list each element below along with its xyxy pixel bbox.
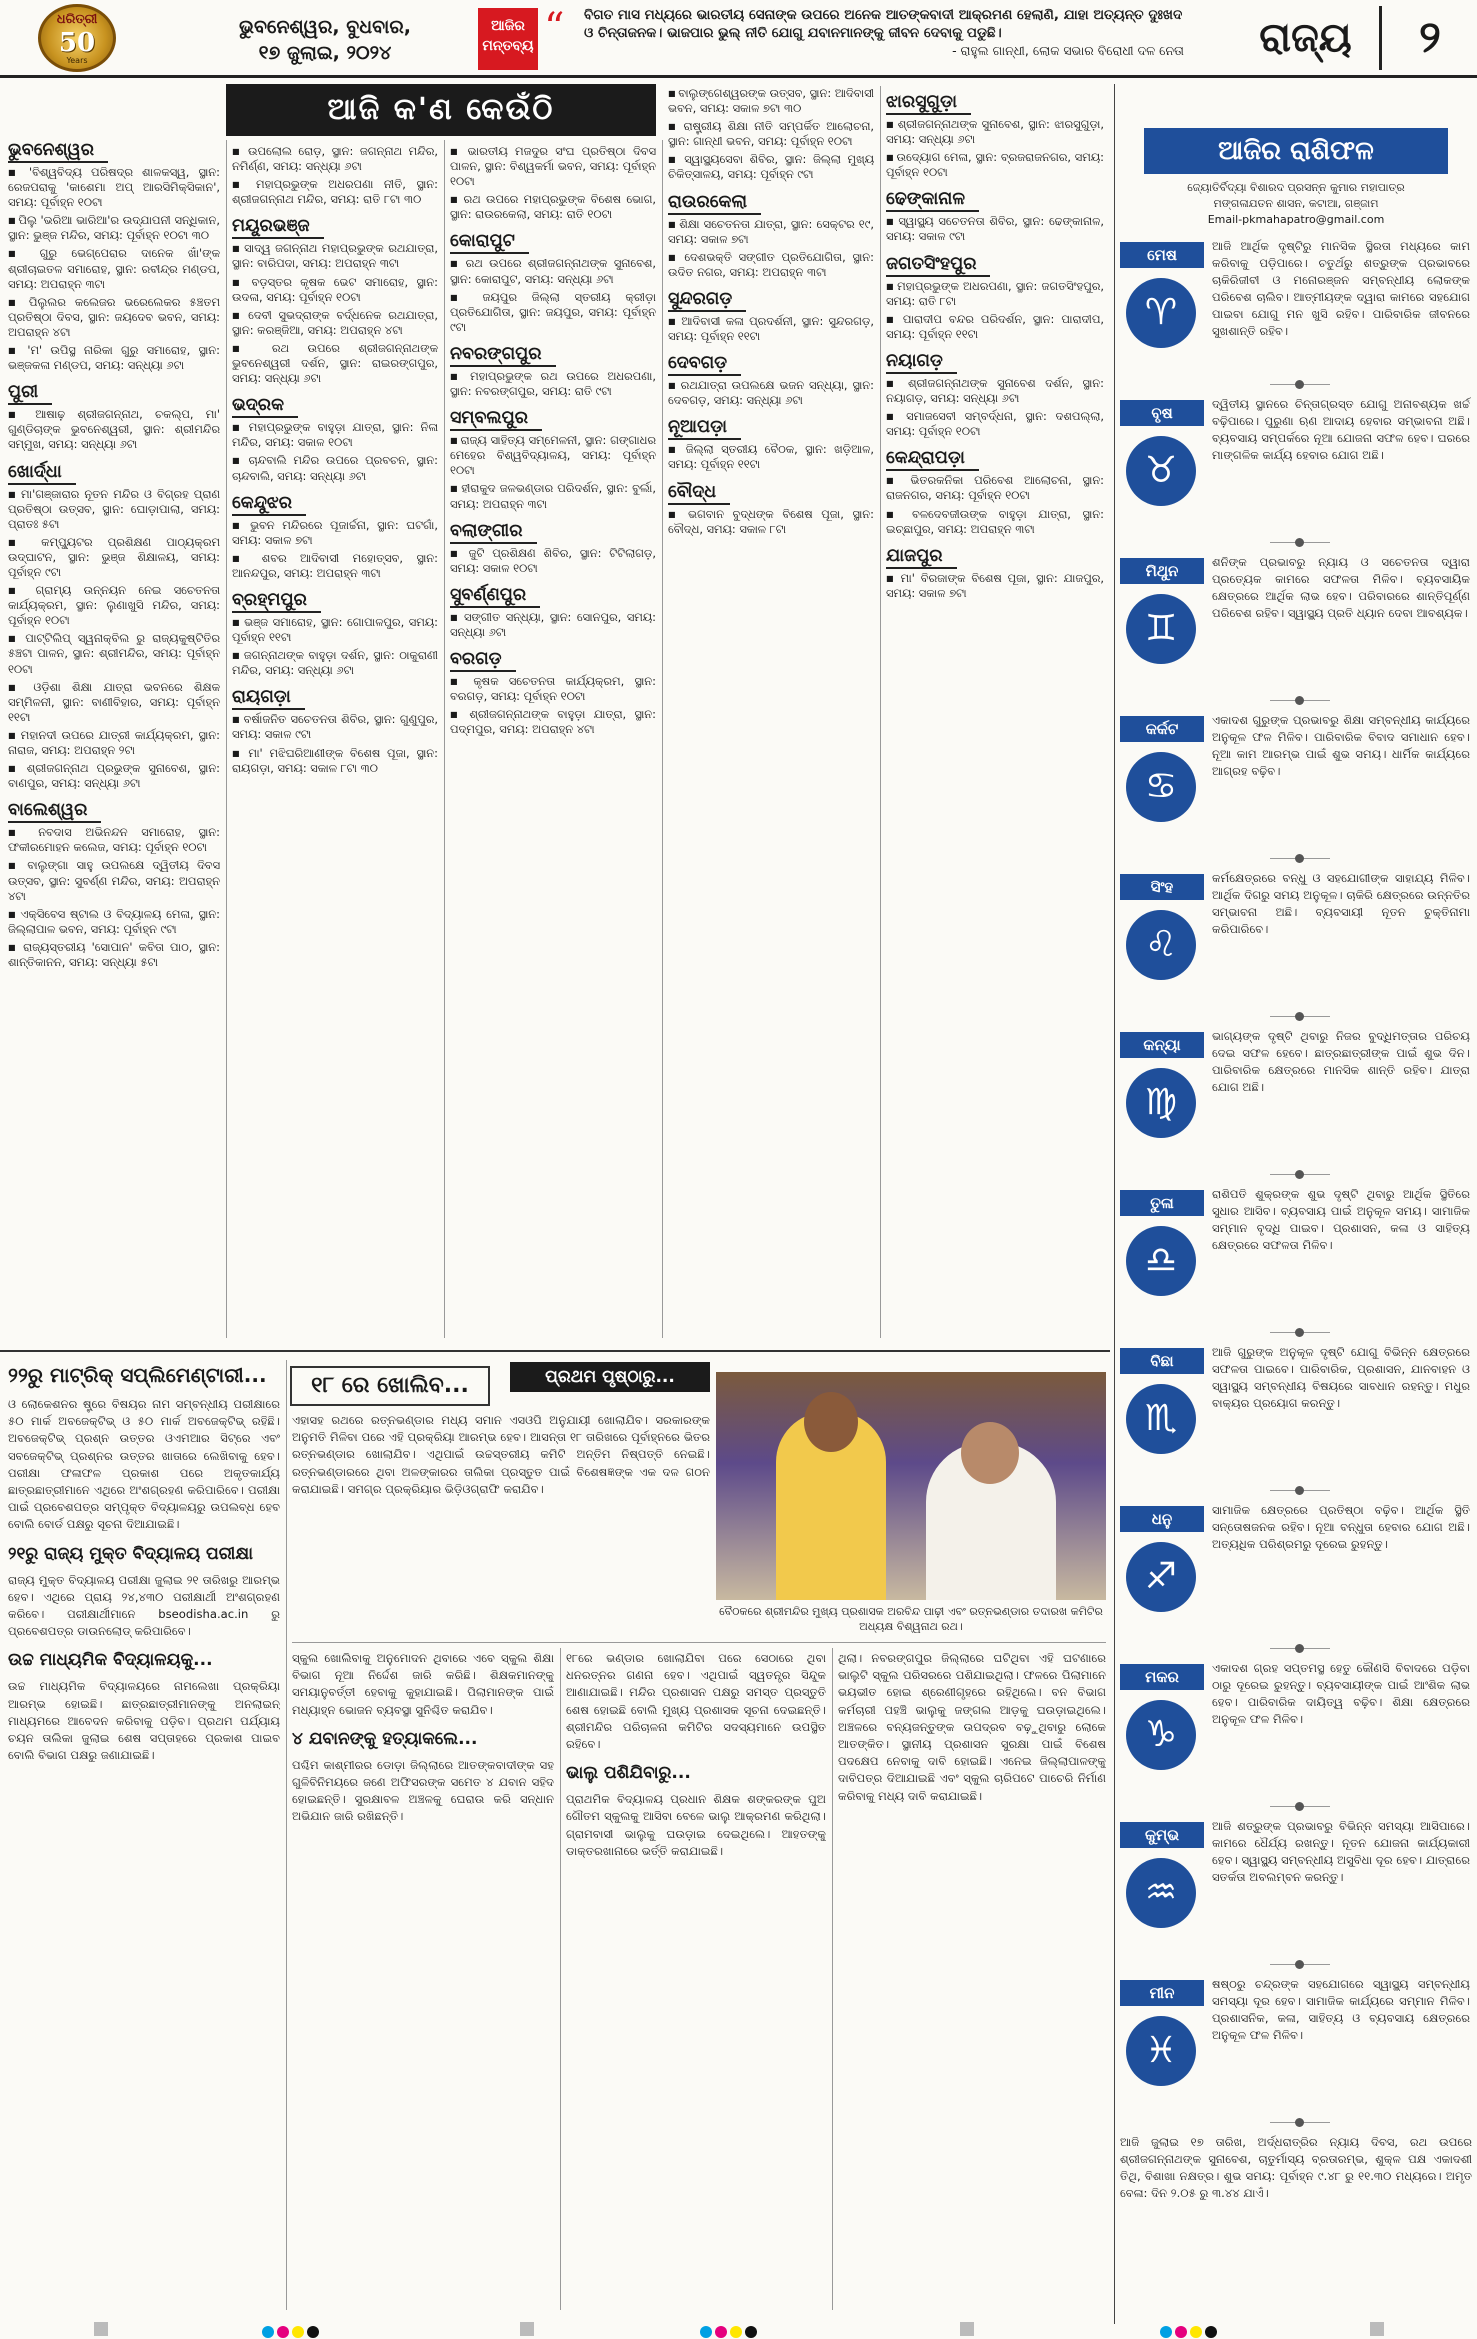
event-entry: ■ ବର୍ଷାଜନିତ ସଚେତନତା ଶିବିର, ସ୍ଥାନ: ଗୁଣୁପୁର, ସମୟ: ସକାଳ ୯ଟା bbox=[232, 712, 438, 742]
horoscope-sign bbox=[1120, 1502, 1472, 1654]
zodiac-icon: ♐ bbox=[1126, 1542, 1196, 1612]
sign-name: କର୍କଟ bbox=[1120, 716, 1204, 742]
sign-separator bbox=[1270, 700, 1330, 708]
event-entry: ■ ଶ୍ରୀଜଗନ୍ନାଥଙ୍କ ସୁନାବେଶ, ସ୍ଥାନ: ଝାରସୁଗୁଡ଼ା, ସମୟ: ସନ୍ଧ୍ୟା ୬ଟା bbox=[886, 117, 1104, 147]
sign-prediction: ସାମାଜିକ କ୍ଷେତ୍ରରେ ପ୍ରତିଷ୍ଠା ବଢ଼ିବ। ଆର୍ଥିକ ସ୍ଥିତି ସନ୍ତୋଷଜନକ ରହିବ। ନୂଆ ବନ୍ଧୁତା ହେବାର ଯୋଗ ଅଛି। ଅତ୍ୟଧିକ ପରିଶ୍ରମରୁ ଦୂରେଇ ରୁହନ୍ତୁ। bbox=[1212, 1503, 1470, 1551]
event-entry: ■ ଗ୍ରାମ୍ୟ ଉନ୍ନୟନ ନେଇ ସଚେତନତା କାର୍ଯ୍ୟକ୍ରମ, ସ୍ଥାନ: ଲୁଣାଖୁସି ମନ୍ଦିର, ସମୟ: ପୂର୍ବାହ୍ନ ୧୦ଟା bbox=[8, 583, 220, 628]
quote-label: ଆଜିର ମନ୍ତବ୍ୟ bbox=[478, 8, 538, 70]
yellow-dot bbox=[292, 2326, 304, 2338]
zodiac-icon: ♍ bbox=[1126, 1068, 1196, 1138]
masthead bbox=[0, 0, 1477, 78]
event-entry: ■ ମହାନଦୀ ଉପରେ ଯାତ୍ରୀ କାର୍ଯ୍ୟକ୍ରମ, ସ୍ଥାନ: ନାରାଜ, ସମୟ: ଅପରାହ୍ନ ୨ଟା bbox=[8, 728, 220, 758]
event-entry: ■ ସମାଜସେବୀ ସମ୍ବର୍ଦ୍ଧନା, ସ୍ଥାନ: ଦଶପଲ୍ଲା, ସମୟ: ପୂର୍ବାହ୍ନ ୧୦ଟା bbox=[886, 409, 1104, 439]
print-registration-bar bbox=[0, 2318, 1477, 2339]
zodiac-icon: ♏ bbox=[1126, 1384, 1196, 1454]
event-entry: ■ ଭିତରକନିକା ପରିବେଶ ଆଲୋଚନା, ସ୍ଥାନ: ରାଜନଗର, ସମୟ: ପୂର୍ବାହ୍ନ ୧୦ଟା bbox=[886, 473, 1104, 503]
page-number: ୨ bbox=[1419, 12, 1441, 63]
district-heading: ମୟୂରଭଞ୍ଜ bbox=[232, 215, 324, 239]
district-heading: ବ୍ରହ୍ମପୁର bbox=[232, 589, 321, 613]
ratna-bhandar-headline: ୧୮ ରେ ଖୋଲିବ... bbox=[290, 1366, 490, 1406]
horoscope-section bbox=[1120, 120, 1472, 2320]
event-entry: ■ ଓଡ଼ିଶା ଶିକ୍ଷା ଯାତ୍ରା ଭବନରେ ଶିକ୍ଷକ ସମ୍ମିଳନୀ, ସ୍ଥାନ: ବାଣୀବିହାର, ସମୟ: ପୂର୍ବାହ୍ନ ୧୧ଟା bbox=[8, 680, 220, 725]
story-body: ପଶ୍ଚିମ କାଶ୍ମୀରର ଡୋଡ଼ା ଜିଲ୍ଲାରେ ଆତଙ୍କବାଦୀଙ୍କ ସହ ଗୁଳିବିନିମୟରେ ଜଣେ ଅଫିସରଙ୍କ ସମେତ ୪ ଯବାନ ସହିଦ ହୋଇଛନ୍ତି। ସୁରକ୍ଷାବଳ ଅଞ୍ଚଳକୁ ଘେରାଉ କରି ସନ୍ଧାନ ଅଭିଯାନ ଜାରି ରଖିଛନ୍ତି। bbox=[292, 1757, 554, 1824]
district-heading: ବୌଦ୍ଧ bbox=[668, 481, 730, 505]
event-entry: ■ ବାଲୁଙ୍ଗା ସାହୁ ଉପଲକ୍ଷେ ଦ୍ୱିତୀୟ ଦିବସ ଉତ୍ସବ, ସ୍ଥାନ: ସୁବର୍ଣ୍ଣ ମନ୍ଦିର, ସମୟ: ଅପରାହ୍ନ ୪ଟା bbox=[8, 858, 220, 903]
registration-mark bbox=[960, 2322, 974, 2336]
event-entry: ■ ଭଗବାନ ବୁଦ୍ଧଙ୍କ ବିଶେଷ ପୂଜା, ସ୍ଥାନ: ବୌଦ୍ଧ, ସମୟ: ସକାଳ ୮ଟା bbox=[668, 507, 874, 537]
event-entry: ■ ନବଦାସ ଅଭିନନ୍ଦନ ସମାରୋହ, ସ୍ଥାନ: ଫକୀରମୋହନ କଲେଜ, ସମୟ: ପୂର୍ବାହ୍ନ ୧୦ଟା bbox=[8, 825, 220, 855]
events-column-4 bbox=[668, 86, 874, 540]
sign-name: ତୁଳା bbox=[1120, 1190, 1204, 1216]
event-entry: ■ ମହାପ୍ରଭୁଙ୍କ ଅଧରପଣା, ସ୍ଥାନ: ଜଗତସିଂହପୁର, ସମୟ: ରାତି ୮ଟା bbox=[886, 279, 1104, 309]
sign-name: ମିଥୁନ bbox=[1120, 558, 1204, 584]
events-column-1 bbox=[8, 134, 220, 973]
horoscope-title: ଆଜିର ରାଶିଫଳ bbox=[1144, 128, 1448, 174]
zodiac-icon: ♊ bbox=[1126, 594, 1196, 664]
story-body: ଏହାସହ ରଥରେ ରତ୍ନଭଣ୍ଡାର ମଧ୍ୟ ସମାନ ଏସଓପି ଅନୁଯାୟୀ ଖୋଲାଯିବ। ସରକାରଙ୍କ ଅନୁମତି ମିଳିବା ପରେ ଏହି ପ୍ରକ୍ରିୟା ଆରମ୍ଭ ହେବ। ଆସନ୍ତା ୧୮ ତାରିଖରେ ପୂର୍ବାହ୍ନରେ ଭିତର ରତ୍ନଭଣ୍ଡାର ଖୋଲାଯିବ। ଏଥିପାଇଁ ଉଚ୍ଚସ୍ତରୀୟ କମିଟି ଅନ୍ତିମ ନିଷ୍ପତ୍ତି ନେଇଛି। ରତ୍ନଭଣ୍ଡାରରେ ଥିବା ଅଳଙ୍କାରର ତାଲିକା ପ୍ରସ୍ତୁତ ପାଇଁ ବିଶେଷଜ୍ଞଙ୍କ ଏକ ଦଳ ଗଠନ କରାଯାଇଛି। ସମଗ୍ର ପ୍ରକ୍ରିୟାର ଭିଡ଼ିଓଗ୍ରାଫି କରାଯିବ। bbox=[292, 1413, 710, 1496]
column-divider bbox=[226, 140, 227, 1338]
district-heading: ନୟାଗଡ଼ bbox=[886, 350, 957, 374]
district-heading: ସୁନ୍ଦରଗଡ଼ bbox=[668, 288, 746, 312]
story-subheading: ୨୧ରୁ ରାଜ୍ୟ ମୁକ୍ତ ବିଦ୍ୟାଳୟ ପରୀକ୍ଷା bbox=[8, 1543, 253, 1564]
zodiac-icon: ♉ bbox=[1126, 436, 1196, 506]
event-entry: ■ ରାଜ୍ୟ ସାହିତ୍ୟ ସମ୍ମେଳନୀ, ସ୍ଥାନ: ଗଙ୍ଗାଧର ମେହେର ବିଶ୍ୱବିଦ୍ୟାଳୟ, ସମୟ: ପୂର୍ବାହ୍ନ ୧୦ଟା bbox=[450, 433, 656, 478]
registration-mark bbox=[94, 2322, 108, 2336]
district-heading: ଜଗତସିଂହପୁର bbox=[886, 253, 990, 277]
events-title: ଆଜି କ'ଣ କେଉଁଠି bbox=[226, 84, 656, 136]
sign-prediction: ଷଷ୍ଠରୁ ଚନ୍ଦ୍ରଙ୍କ ସହଯୋଗରେ ସ୍ୱାସ୍ଥ୍ୟ ସମ୍ବନ୍ଧୀୟ ସମସ୍ୟା ଦୂର ହେବ। ସାମାଜିକ କାର୍ଯ୍ୟରେ ସମ୍ମାନ ମିଳିବ। ପ୍ରଶାସନିକ, କଳା, ସାହିତ୍ୟ ଓ ବ୍ୟବସାୟ କ୍ଷେତ୍ରରେ ଅନୁକୂଳ ଫଳ ମିଳିବ। bbox=[1212, 1977, 1470, 2042]
cyan-dot bbox=[1160, 2326, 1172, 2338]
event-entry: ■ ଶ୍ରୀଜଗନ୍ନାଥ ପ୍ରଭୁଙ୍କ ସୁନାବେଶ, ସ୍ଥାନ: ବାଣପୁର, ସମୟ: ସନ୍ଧ୍ୟା ୬ଟା bbox=[8, 761, 220, 791]
event-entry: ■ ରାଷ୍ଟ୍ରୀୟ ଶିକ୍ଷା ନୀତି ସମ୍ପର୍କିତ ଆଲୋଚନା, ସ୍ଥାନ: ଗାନ୍ଧୀ ଭବନ, ସମୟ: ପୂର୍ବାହ୍ନ ୧୦ଟା bbox=[668, 119, 874, 149]
district-heading: କେନ୍ଦୁଝର bbox=[232, 492, 306, 516]
event-entry: ■ ପିଲୁ 'ଭରିଆ ଭାରିଆ'ର ଉଦ୍‌ଯାପନୀ ସନ୍ଧିକାନ, ସ୍ଥାନ: ଭୁଞ୍ଜ ମନ୍ଦିର, ସମୟ: ପୂର୍ବାହ୍ନ ୧୦ଟା ୩୦ bbox=[8, 213, 220, 243]
dateline-date: ୧୭ ଜୁଲାଇ, ୨୦୨୪ bbox=[258, 42, 392, 64]
color-registration-dots bbox=[1160, 2323, 1220, 2335]
district-heading: କୋରାପୁଟ bbox=[450, 230, 529, 254]
black-dot bbox=[1205, 2326, 1217, 2338]
section-rule bbox=[292, 1642, 1106, 1643]
sign-separator bbox=[1270, 542, 1330, 550]
horoscope-email: Email-pkmahapatro@gmail.com bbox=[1207, 213, 1385, 226]
rashiphala-divider bbox=[1114, 84, 1115, 2324]
magenta-dot bbox=[1175, 2326, 1187, 2338]
sign-name: ମକର bbox=[1120, 1664, 1204, 1690]
newspaper-logo bbox=[8, 4, 178, 72]
quote-attribution: - ରାହୁଲ ଗାନ୍ଧୀ, ଲୋକ ସଭାର ବିରୋଧୀ ଦଳ ନେତା bbox=[952, 43, 1184, 58]
district-heading: ଭୁବନେଶ୍ୱର bbox=[8, 139, 108, 163]
events-column-5 bbox=[886, 86, 1104, 604]
event-entry: ■ ରଥଯାତ୍ରା ଉପଲକ୍ଷେ ଭଜନ ସନ୍ଧ୍ୟା, ସ୍ଥାନ: ଦେବଗଡ଼, ସମୟ: ସନ୍ଧ୍ୟା ୬ଟା bbox=[668, 378, 874, 408]
sign-name: ସିଂହ bbox=[1120, 874, 1204, 900]
sign-separator bbox=[1270, 1964, 1330, 1972]
event-entry: ■ ବାଲୁଙ୍ଗେଶ୍ୱରଙ୍କ ଉତ୍ସବ, ସ୍ଥାନ: ଆଦିବାସୀ ଭବନ, ସମୟ: ସକାଳ ୭ଟା ୩୦ bbox=[668, 86, 874, 116]
zodiac-icon: ♒ bbox=[1126, 1858, 1196, 1928]
sign-separator bbox=[1270, 1016, 1330, 1024]
event-entry: ■ ଶିକ୍ଷା ସଚେତନତା ଯାତ୍ରା, ସ୍ଥାନ: ସେକ୍ଟର ୧୯, ସମୟ: ସକାଳ ୭ଟା bbox=[668, 217, 874, 247]
black-dot bbox=[745, 2326, 757, 2338]
section-rule bbox=[0, 1350, 1110, 1352]
events-section bbox=[0, 84, 1110, 1346]
sign-separator bbox=[1270, 384, 1330, 392]
sign-name: ଧନୁ bbox=[1120, 1506, 1204, 1532]
column-divider bbox=[832, 1648, 833, 2310]
yellow-dot bbox=[1190, 2326, 1202, 2338]
sign-separator bbox=[1270, 1332, 1330, 1340]
event-entry: ■ ଭୁବନ ମନ୍ଦିରରେ ପୂଜାର୍ଚ୍ଚନା, ସ୍ଥାନ: ଘଟଗାଁ, ସମୟ: ସକାଳ ୭ଟା bbox=[232, 518, 438, 548]
event-entry: ■ ଉପଲୋଲ ରୋଡ଼, ସ୍ଥାନ: ଜଗନ୍ନାଥ ମନ୍ଦିର, ନମିର୍ଣ୍ଣ, ସମୟ: ସନ୍ଧ୍ୟା ୬ଟା bbox=[232, 144, 438, 174]
sign-separator bbox=[1270, 1806, 1330, 1814]
zodiac-icon: ♑ bbox=[1126, 1700, 1196, 1770]
black-dot bbox=[307, 2326, 319, 2338]
event-entry: ■ ବଳଦେବଜୀଉଙ୍କ ବାହୁଡ଼ା ଯାତ୍ରା, ସ୍ଥାନ: ଇଚ୍ଛାପୁର, ସମୟ: ଅପରାହ୍ନ ୩ଟା bbox=[886, 507, 1104, 537]
sign-name: ମେଷ bbox=[1120, 242, 1204, 268]
sign-prediction: ଏକାଦଶ ଗ୍ରହ ସପ୍ତମସ୍ଥ ହେତୁ କୌଣସି ବିବାଦରେ ପଡ଼ିବା ଠାରୁ ଦୂରେଇ ରୁହନ୍ତୁ। ବ୍ୟବସାୟୀଙ୍କ ପାଇଁ ଆଂଶିକ ଲାଭ ହେବ। ପାରିବାରିକ ଦାୟିତ୍ୱ ବଢ଼ିବ। ଶିକ୍ଷା କ୍ଷେତ୍ରରେ ଅନୁକୂଳ ଫଳ ମିଳିବ। bbox=[1212, 1661, 1470, 1726]
sign-prediction: ଏକାଦଶ ଗୁରୁଙ୍କ ପ୍ରଭାବରୁ ଶିକ୍ଷା ସମ୍ବନ୍ଧୀୟ କାର୍ଯ୍ୟରେ ଅନୁକୂଳ ଫଳ ମିଳିବ। ପାରିବାରିକ ବିବାଦ ସମାଧାନ ହେବ। ନୂଆ କାମ ଆରମ୍ଭ ପାଇଁ ଶୁଭ ସମୟ। ଧାର୍ମିକ କାର୍ଯ୍ୟରେ ଆଗ୍ରହ ବଢ଼ିବ। bbox=[1212, 713, 1470, 778]
story-subheading: ଭାଲୁ ପଶିଯିବାରୁ... bbox=[566, 1763, 691, 1784]
district-heading: କେନ୍ଦ୍ରାପଡ଼ା bbox=[886, 447, 979, 471]
horoscope-sign bbox=[1120, 1344, 1472, 1496]
event-entry: ■ ମହାପ୍ରଭୁଙ୍କ ବାହୁଡ଼ା ଯାତ୍ରା, ସ୍ଥାନ: ନିଳା ମନ୍ଦିର, ସମୟ: ସକାଳ ୧୦ଟା bbox=[232, 420, 438, 450]
horoscope-sign bbox=[1120, 1660, 1472, 1812]
event-entry: ■ ସଙ୍ଗୀତ ସନ୍ଧ୍ୟା, ସ୍ଥାନ: ସୋନପୁର, ସମୟ: ସନ୍ଧ୍ୟା ୬ଟା bbox=[450, 610, 656, 640]
sign-prediction: ଶନିଙ୍କ ପ୍ରଭାବରୁ ନ୍ୟାୟ ଓ ସଚେତନତା ଦ୍ୱାରା ପ୍ରତ୍ୟେକ କାମରେ ସଫଳତା ମିଳିବ। ବ୍ୟବସାୟିକ କ୍ଷେତ୍ରରେ ଆର୍ଥିକ ଲାଭ ହେବ। ପରିବାରରେ ଶାନ୍ତିପୂର୍ଣ୍ଣ ପରିବେଶ ରହିବ। ସ୍ୱାସ୍ଥ୍ୟ ପ୍ରତି ଧ୍ୟାନ ଦେବା ଆବଶ୍ୟକ। bbox=[1212, 555, 1470, 620]
district-heading: ନୂଆପଡ଼ା bbox=[668, 416, 741, 440]
story-subheading: ୪ ଯବାନଙ୍କୁ ହତ୍ୟାକଲେ... bbox=[292, 1728, 478, 1749]
district-heading: ଢେଙ୍କାନାଳ bbox=[886, 188, 979, 212]
district-heading: ରାଉରକେଲା bbox=[668, 191, 761, 215]
zodiac-icon: ♋ bbox=[1126, 752, 1196, 822]
event-entry: ■ ପାଟ୍ଟିଲିପ୍ ସ୍ୱନାକ୍‌ବିଲ ରୁ ରାଜ୍ୟକୁଷ୍ଟିତିର ୫ଞ୍ଚଟା ପାଳନ, ସ୍ଥାନ: ଶ୍ରୀମନ୍ଦିର, ସମୟ: ପୂର୍ବାହ୍ନ ୧୦ଟା bbox=[8, 631, 220, 676]
district-heading: ବାଲେଶ୍ୱର bbox=[8, 799, 101, 823]
event-entry: ■ ଭଞ୍ଜ ସମାରୋହ, ସ୍ଥାନ: ଗୋପାଳପୁର, ସମୟ: ପୂର୍ବାହ୍ନ ୧୧ଟା bbox=[232, 615, 438, 645]
story-subheading: ଉଚ୍ଚ ମାଧ୍ୟମିକ ବିଦ୍ୟାଳୟକୁ... bbox=[8, 1650, 213, 1671]
sign-separator bbox=[1270, 1174, 1330, 1182]
event-entry: ■ ଜିଲ୍ଲା ସ୍ତରୀୟ ବୈଠକ, ସ୍ଥାନ: ଖଡ଼ିଆଳ, ସମୟ: ପୂର୍ବାହ୍ନ ୧୧ଟା bbox=[668, 442, 874, 472]
quote-of-the-day bbox=[584, 6, 1184, 60]
zodiac-icon: ♌ bbox=[1126, 910, 1196, 980]
sign-name: ବିଛା bbox=[1120, 1348, 1204, 1374]
sign-prediction: ରାଶିପତି ଶୁକ୍ରଙ୍କ ଶୁଭ ଦୃଷ୍ଟି ଥିବାରୁ ଆର୍ଥିକ ସ୍ଥିତିରେ ସୁଧାର ଆସିବ। ବ୍ୟବସାୟ ପାଇଁ ଅନୁକୂଳ ସମୟ। ସାମାଜିକ ସମ୍ମାନ ବୃଦ୍ଧି ପାଇବ। ପ୍ରଶାସନ, କଳା ଓ ସାହିତ୍ୟ କ୍ଷେତ୍ରରେ ସଫଳତା ମିଳିବ। bbox=[1212, 1187, 1470, 1252]
sign-name: ବୃଷ bbox=[1120, 400, 1204, 426]
sign-name: କୁମ୍ଭ bbox=[1120, 1822, 1204, 1848]
event-entry: ■ ମହାପ୍ରଭୁଙ୍କ ଅଧରପଣା ନୀତି, ସ୍ଥାନ: ଶ୍ରୀଜଗନ୍ନାଥ ମନ୍ଦିର, ସମୟ: ରାତି ୮ଟା ୩୦ bbox=[232, 177, 438, 207]
horoscope-sign bbox=[1120, 1976, 1472, 2128]
zodiac-icon: ♈ bbox=[1126, 278, 1196, 348]
sign-prediction: ଆଜି ଶତ୍ରୁଙ୍କ ପ୍ରଭାବରୁ ବିଭିନ୍ନ ସମସ୍ୟା ଆସିପାରେ। କାମରେ ଧୈର୍ଯ୍ୟ ରଖନ୍ତୁ। ନୂତନ ଯୋଜନା କାର୍ଯ୍ୟକାରୀ ହେବ। ସ୍ୱାସ୍ଥ୍ୟ ସମ୍ବନ୍ଧୀୟ ଅସୁବିଧା ଦୂର ହେବ। ଯାତ୍ରାରେ ସତର୍କତା ଅବଲମ୍ବନ କରନ୍ତୁ। bbox=[1212, 1819, 1470, 1884]
registration-mark bbox=[520, 2322, 534, 2336]
event-entry: ■ ମା'ଗଞ୍ଜାରାର ନୂତନ ମନ୍ଦିର ଓ ବିଗ୍ରହ ପ୍ରାଣ ପ୍ରତିଷ୍ଠା ଉତ୍ସବ, ସ୍ଥାନ: ଘୋଡ଼ାପାଲା, ସମୟ: ପ୍ରାତଃ ୫ଟା bbox=[8, 487, 220, 532]
event-entry: ■ ଚାନ୍ଦବାଲି ମନ୍ଦିର ଉପରେ ପ୍ରବଚନ, ସ୍ଥାନ: ଚାନ୍ଦବାଲି, ସମୟ: ସନ୍ଧ୍ୟା ୬ଟା bbox=[232, 453, 438, 483]
sign-prediction: ଆଜି ଗୁରୁଙ୍କ ଅନୁକୂଳ ଦୃଷ୍ଟି ଯୋଗୁ ବିଭିନ୍ନ କ୍ଷେତ୍ରରେ ସଫଳତା ପାଇବେ। ପାରିବାରିକ, ପ୍ରଶାସନ, ଯାନବାହନ ଓ ସ୍ୱାସ୍ଥ୍ୟ ସମ୍ବନ୍ଧୀୟ ବିଷୟରେ ସାବଧାନ ରହନ୍ତୁ। ମଧୁର ବାକ୍ୟର ପ୍ରୟୋଗ କରନ୍ତୁ। bbox=[1212, 1345, 1470, 1410]
logo-anniversary-number: 50 bbox=[58, 28, 96, 58]
horoscope-address: ମଙ୍ଗଳାଯତନ ଶାସନ, କଟାଆ, ଗଞ୍ଜାମ bbox=[1213, 197, 1379, 210]
horoscope-sign bbox=[1120, 396, 1472, 548]
horoscope-sign bbox=[1120, 1186, 1472, 1338]
event-entry: ■ ପାରାଦୀପ ବନ୍ଦର ପରିଦର୍ଶନ, ସ୍ଥାନ: ପାରାଦୀପ, ସମୟ: ପୂର୍ବାହ୍ନ ୧୧ଟା bbox=[886, 312, 1104, 342]
event-entry: ■ ସାଦ୍ୱ ଜଗନ୍ନାଥ ମହାପ୍ରଭୁଙ୍କ ରଥଯାତ୍ରା, ସ୍ଥାନ: ବାରିପଦା, ସମୟ: ଅପରାହ୍ନ ୩ଟା bbox=[232, 241, 438, 271]
continued-from-front-page-banner: ପ୍ରଥମ ପୃଷ୍ଠାରୁ... bbox=[510, 1362, 710, 1392]
event-entry: ■ ସ୍ୱାସ୍ଥ୍ୟସେବା ଶିବିର, ସ୍ଥାନ: ଜିଲ୍ଲା ମୁଖ୍ୟ ଚିକିତ୍ସାଳୟ, ସମୟ: ପୂର୍ବାହ୍ନ ୯ଟା bbox=[668, 152, 874, 182]
horoscope-sign bbox=[1120, 1818, 1472, 1970]
story-body: ଉଚ୍ଚ ମାଧ୍ୟମିକ ବିଦ୍ୟାଳୟରେ ନାମଲେଖା ପ୍ରକ୍ରିୟା ଆରମ୍ଭ ହୋଇଛି। ଛାତ୍ରଛାତ୍ରୀମାନଙ୍କୁ ଅନଲାଇନ୍ ମାଧ୍ୟମରେ ଆବେଦନ କରିବାକୁ ପଡ଼ିବ। ପ୍ରଥମ ପର୍ଯ୍ୟାୟ ଚୟନ ତାଲିକା ଜୁଲାଇ ଶେଷ ସପ୍ତାହରେ ପ୍ରକାଶ ପାଇବ ବୋଲି ବିଭାଗ ପକ୍ଷରୁ ଜଣାଯାଇଛି। bbox=[8, 1679, 280, 1763]
dateline bbox=[190, 14, 460, 66]
event-entry: ■ 'ବିଶ୍ୱବିଦ୍ୟ ପରିଷଦ୍ର ଶାଳକସ୍ୱ, ସ୍ଥାନ: ରେଜପରାକୁ 'କାଶେମା ଅପ୍ ଆରସିମିକ୍ସିକାନ', ସମୟ: ପୂର୍ବାହ୍ନ ୧୦ଟା bbox=[8, 165, 220, 210]
sign-separator bbox=[1270, 2122, 1330, 2130]
story-body: ରାଜ୍ୟ ମୁକ୍ତ ବିଦ୍ୟାଳୟ ପରୀକ୍ଷା ଜୁଲାଇ ୨୧ ତାରିଖରୁ ଆରମ୍ଭ ହେବ। ଏଥିରେ ପ୍ରାୟ ୨୪,୪୩୦ ପରୀକ୍ଷାର୍ଥୀ ଅଂଶଗ୍ରହଣ କରିବେ। ପରୀକ୍ଷାର୍ଥୀମାନେ bseodisha.ac.in ରୁ ପ୍ରବେଶପତ୍ର ଡାଉନଲୋଡ୍ କରିପାରିବେ। bbox=[8, 1572, 280, 1639]
column-divider bbox=[560, 1648, 561, 2310]
news-photo bbox=[716, 1372, 1106, 1600]
horoscope-sign bbox=[1120, 712, 1472, 864]
horoscope-sign bbox=[1120, 238, 1472, 390]
column-divider bbox=[286, 1360, 287, 2310]
event-entry: ■ ଶବର ଆଦିବାସୀ ମହୋତ୍ସବ, ସ୍ଥାନ: ଆନନ୍ଦପୁର, ସମୟ: ଅପରାହ୍ନ ୩ଟା bbox=[232, 551, 438, 581]
event-entry: ■ ଜଗନ୍ନାଥଙ୍କ ବାହୁଡ଼ା ଦର୍ଶନ, ସ୍ଥାନ: ଠାକୁରାଣୀ ମନ୍ଦିର, ସମୟ: ସନ୍ଧ୍ୟା ୬ଟା bbox=[232, 648, 438, 678]
district-heading: ଭଦ୍ରକ bbox=[232, 394, 298, 418]
sign-prediction: କର୍ମକ୍ଷେତ୍ରରେ ବନ୍ଧୁ ଓ ସହଯୋଗୀଙ୍କ ସାହାଯ୍ୟ ମିଳିବ। ଆର୍ଥିକ ଦିଗରୁ ସମୟ ଅନୁକୂଳ। ଚାକିରି କ୍ଷେତ୍ରରେ ଉନ୍ନତିର ସମ୍ଭାବନା ଅଛି। ବ୍ୟବସାୟୀ ନୂତନ ଚୁକ୍ତିନାମା କରିପାରିବେ। bbox=[1212, 871, 1470, 936]
event-entry: ■ ରଥ ଉପରେ ମହାପ୍ରଭୁଙ୍କ ବିଶେଷ ଭୋଗ, ସ୍ଥାନ: ରାଉରକେଲା, ସମୟ: ରାତି ୧୦ଟା bbox=[450, 192, 656, 222]
yellow-dot bbox=[730, 2326, 742, 2338]
magenta-dot bbox=[715, 2326, 727, 2338]
district-heading: ଝାରସୁଗୁଡ଼ା bbox=[886, 91, 971, 115]
event-entry: ■ ରଥ ଉପରେ ଶ୍ରୀଜଗନ୍ନାଥଙ୍କ ଭୁବନେଶ୍ୱରୀ ଦର୍ଶନ, ସ୍ଥାନ: ରାଇରଙ୍ଗପୁର, ସମୟ: ସନ୍ଧ୍ୟା ୬ଟା bbox=[232, 341, 438, 386]
story-body: ୧୮ରେ ଭଣ୍ଡାର ଖୋଲାଯିବା ପରେ ସେଠାରେ ଥିବା ଧନରତ୍ନର ଗଣନା ହେବ। ଏଥିପାଇଁ ସ୍ୱତନ୍ତ୍ର ସିନ୍ଦୁକ ଆଣାଯାଇଛି। ମନ୍ଦିର ପ୍ରଶାସନ ପକ୍ଷରୁ ସମସ୍ତ ପ୍ରସ୍ତୁତି ଶେଷ ହୋଇଛି ବୋଲି ମୁଖ୍ୟ ପ୍ରଶାସକ ସୂଚନା ଦେଇଛନ୍ତି। ଶ୍ରୀମନ୍ଦିର ପରିଚାଳନା କମିଟିର ସଦସ୍ୟମାନେ ଉପସ୍ଥିତ ରହିବେ। bbox=[566, 1651, 826, 1752]
sign-separator bbox=[1270, 858, 1330, 866]
story-body: ଥିଲା। ନବରଙ୍ଗପୁର ଜିଲ୍ଲାରେ ଘଟିଥିବା ଏହି ଘଟଣାରେ ଭାଲୁଟି ସ୍କୁଲ ପରିସରରେ ପଶିଯାଇଥିଲା। ଫଳରେ ପିଲାମାନେ ଭୟଭୀତ ହୋଇ ଶ୍ରେଣୀଗୃହରେ ରହିଥିଲେ। ବନ ବିଭାଗ କର୍ମଚାରୀ ପହଞ୍ଚି ଭାଲୁକୁ ଜଙ୍ଗଲ ଆଡ଼କୁ ଘଉଡ଼ାଇଥିଲେ। ଅଞ୍ଚଳରେ ବନ୍ୟଜନ୍ତୁଙ୍କ ଉପଦ୍ରବ ବଢ଼ୁଥିବାରୁ ଲୋକେ ଆତଙ୍କିତ। ସ୍ଥାନୀୟ ପ୍ରଶାସନ ସୁରକ୍ଷା ପାଇଁ ବିଶେଷ ପଦକ୍ଷେପ ନେବାକୁ ଦାବି ହୋଇଛି। ଏନେଇ ଜିଲ୍ଲାପାଳଙ୍କୁ ଦାବିପତ୍ର ଦିଆଯାଇଛି ଏବଂ ସ୍କୁଲ ଚାରିପଟେ ପାଚେରି ନିର୍ମାଣ କରିବାକୁ ମଧ୍ୟ ଦାବି କରାଯାଇଛି। bbox=[838, 1651, 1106, 1803]
sign-prediction: ଦ୍ୱିତୀୟ ସ୍ଥାନରେ ଚିନ୍ତାଗ୍ରସ୍ତ ଯୋଗୁ ଅନାବଶ୍ୟକ ଖର୍ଚ୍ଚ ବଢ଼ିପାରେ। ପୁରୁଣା ଋଣ ଆଦାୟ ହେବାର ସମ୍ଭାବନା ଅଛି। ବ୍ୟବସାୟ ସମ୍ପର୍କରେ ନୂଆ ଯୋଜନା ସଫଳ ହେବ। ଘରରେ ମାଙ୍ଗଳିକ କାର୍ଯ୍ୟ ହେବାର ଯୋଗ ଅଛି। bbox=[1212, 397, 1470, 462]
dateline-place-day: ଭୁବନେଶ୍ୱର, ବୁଧବାର, bbox=[239, 16, 411, 38]
column-divider bbox=[444, 140, 445, 1338]
cyan-dot bbox=[262, 2326, 274, 2338]
event-entry: ■ ଜୟପୁର ଜିଲ୍ଲା ସ୍ତରୀୟ କ୍ରୀଡ଼ା ପ୍ରତିଯୋଗିତା, ସ୍ଥାନ: ଜୟପୁର, ସମୟ: ପୂର୍ବାହ୍ନ ୯ଟା bbox=[450, 290, 656, 335]
quote-mark-icon: “ bbox=[544, 5, 565, 51]
horoscope-sign bbox=[1120, 870, 1472, 1022]
quote-text: ବିଗତ ମାସ ମଧ୍ୟରେ ଭାରତୀୟ ସେନାଙ୍କ ଉପରେ ଅନେକ ଆତଙ୍କବାଦୀ ଆକ୍ରମଣ ହେଲାଣି, ଯାହା ଅତ୍ୟନ୍ତ ଦୁଃଖଦ ଓ ଚିନ୍ତାଜନକ। ଭାଜପାର ଭୁଲ୍ ନୀତି ଯୋଗୁ ଯବାନମାନଙ୍କୁ ଜୀବନ ଦେବାକୁ ପଡୁଛି। bbox=[584, 7, 1183, 41]
sign-separator bbox=[1270, 1648, 1330, 1656]
event-entry: ■ କୃଷକ ସଚେତନତା କାର୍ଯ୍ୟକ୍ରମ, ସ୍ଥାନ: ବରଗଡ଼, ସମୟ: ପୂର୍ବାହ୍ନ ୧୦ଟା bbox=[450, 674, 656, 704]
district-heading: ପୁରୀ bbox=[8, 381, 52, 405]
district-heading: ସମ୍ବଲପୁର bbox=[450, 407, 542, 431]
event-entry: ■ ବଡ଼ସ୍ତର କୃଷକ ଭେଟ ସମାରୋହ, ସ୍ଥାନ: ଉଦଳା, ସମୟ: ପୂର୍ବାହ୍ନ ୧୦ଟା bbox=[232, 275, 438, 305]
story-body: ସ୍କୁଲ ଖୋଲିବାକୁ ଅନୁମୋଦନ ଥିବାରେ ଏବେ ସ୍କୁଲ ଶିକ୍ଷା ବିଭାଗ ନୂଆ ନିର୍ଦ୍ଦେଶ ଜାରି କରିଛି। ଶିକ୍ଷକମାନଙ୍କୁ ସମୟାନୁବର୍ତ୍ତୀ ହେବାକୁ କୁହାଯାଇଛି। ପିଲାମାନଙ୍କ ପାଇଁ ମଧ୍ୟାହ୍ନ ଭୋଜନ ବ୍ୟବସ୍ଥା ସୁନିଶ୍ଚିତ କରାଯିବ। bbox=[292, 1651, 554, 1717]
event-entry: ■ ମହାପ୍ରଭୁଙ୍କ ରଥ ଉପରେ ଅଧରପଣା, ସ୍ଥାନ: ନବରଙ୍ଗପୁର, ସମୟ: ରାତି ୯ଟା bbox=[450, 369, 656, 399]
district-heading: ବଲାଙ୍ଗୀର bbox=[450, 520, 537, 544]
event-entry: ■ ପିଲୁଲର କଲେଜର ଭରେଲେକର ୫ଞ୍ଚତମ ପ୍ରତିଷ୍ଠା ଦିବସ, ସ୍ଥାନ: ଜୟଦେବ ଭବନ, ସମୟ: ଅପରାହ୍ନ ୪ଟା bbox=[8, 295, 220, 340]
event-entry: ■ ଆଦିବାସୀ କଳା ପ୍ରଦର୍ଶନୀ, ସ୍ଥାନ: ସୁନ୍ଦରଗଡ଼, ସମୟ: ପୂର୍ବାହ୍ନ ୧୧ଟା bbox=[668, 314, 874, 344]
story-bear-incident bbox=[838, 1650, 1106, 2300]
photo-caption: ବୈଠକରେ ଶ୍ରୀମନ୍ଦିର ମୁଖ୍ୟ ପ୍ରଶାସକ ଅରବିନ୍ଦ ପାଢ଼ୀ ଏବଂ ରତ୍ନଭଣ୍ଡାର ତଦାରଖ କମିଟିର ଅଧ୍ୟକ୍ଷ ବିଶ୍ୱନାଥ ରଥ। bbox=[719, 1605, 1103, 1633]
sign-prediction: ଭାଗ୍ୟଙ୍କ ଦୃଷ୍ଟି ଥିବାରୁ ନିଜର ବୁଦ୍ଧିମତ୍ତାର ପରିଚୟ ଦେଇ ସଫଳ ହେବେ। ଛାତ୍ରଛାତ୍ରୀଙ୍କ ପାଇଁ ଶୁଭ ଦିନ। ପାରିବାରିକ କ୍ଷେତ୍ରରେ ମାନସିକ ଶାନ୍ତି ରହିବ। ଯାତ୍ରା ଯୋଗ ଅଛି। bbox=[1212, 1029, 1470, 1094]
event-entry: ■ ହୀରାକୁଦ ଜଳଭଣ୍ଡାର ପରିଦର୍ଶନ, ସ୍ଥାନ: ବୁର୍ଲା, ସମୟ: ଅପରାହ୍ନ ୩ଟା bbox=[450, 481, 656, 511]
event-entry: ■ ଆଷାଢ଼ ଶ୍ରୀଜଗନ୍ନାଥ, ଚକଲ୍ପ, ମା' ଗୁଣ୍ଡିଚାଙ୍କ ଭୁବନେଶ୍ୱରୀ, ସ୍ଥାନ: ଶ୍ରୀମନ୍ଦିର ସମ୍ମୁଖ, ସମୟ: ସନ୍ଧ୍ୟା ୬ଟା bbox=[8, 407, 220, 452]
logo-name: ଧରିତ୍ରୀ bbox=[56, 12, 98, 27]
event-entry: ■ ଗୁରୁ ଭେଗ୍ପେରାର ଦାନେକ ଖାଁ'ଙ୍କ ଶ୍ରୀଚାଇତଳ ସମାରୋହ, ସ୍ଥାନ: ରବୀନ୍ଦ୍ର ମଣ୍ଡପ, ସମୟ: ଅପରାହ୍ନ ୩ଟା bbox=[8, 246, 220, 291]
event-entry: ■ ରଥ ଉପରେ ଶ୍ରୀଜଗନ୍ନାଥଙ୍କ ସୁନାବେଶ, ସ୍ଥାନ: କୋରାପୁଟ, ସମୟ: ସନ୍ଧ୍ୟା ୬ଟା bbox=[450, 256, 656, 286]
district-heading: ବରଗଡ଼ bbox=[450, 648, 516, 672]
horoscope-byline bbox=[1120, 180, 1472, 228]
story-school-notice bbox=[292, 1650, 554, 2300]
event-entry: ■ ଏକ୍ସିବେସ ଷ୍ଟାଲ ଓ ବିଦ୍ୟାଳୟ ମେଳା, ସ୍ଥାନ: ଜିଲ୍ଲାପାଳ ଭବନ, ସମୟ: ପୂର୍ବାହ୍ନ ୯ଟା bbox=[8, 907, 220, 937]
sign-prediction: ଆଜି ଆର୍ଥିକ ଦୃଷ୍ଟିରୁ ମାନସିକ ସ୍ଥିରତା ମଧ୍ୟରେ କାମ କରିବାକୁ ପଡ଼ିପାରେ। ଚତୁର୍ଥରୁ ଶତ୍ରୁଙ୍କ ପ୍ରଭାବରେ ଚାକିରିଜୀବୀ ଓ ମନୋରଞ୍ଜନ ସମ୍ବନ୍ଧୀୟ ଲୋକଙ୍କ ପରିବେଶ ଚାଲିବ। ଆତ୍ମୀୟଙ୍କ ଦ୍ୱାରା କାମରେ ସହଯୋଗ ପାଇବା ଯୋଗୁ ମନ ଖୁସି ରହିବ। ପାରିବାରିକ ଜୀବନରେ ସୁଖଶାନ୍ତି ରହିବ। bbox=[1212, 239, 1470, 338]
event-entry: ■ ରାଜ୍ୟସ୍ତରୀୟ 'ସୋପାନ' କବିତା ପାଠ, ସ୍ଥାନ: ଶାନ୍ତିକାନନ, ସମୟ: ସନ୍ଧ୍ୟା ୫ଟା bbox=[8, 940, 220, 970]
horoscope-sign bbox=[1120, 1028, 1472, 1180]
story-treasury-count bbox=[566, 1650, 826, 2300]
cyan-dot bbox=[700, 2326, 712, 2338]
color-registration-dots bbox=[262, 2323, 322, 2335]
event-entry: ■ ମା' ବିରଜାଙ୍କ ବିଶେଷ ପୂଜା, ସ୍ଥାନ: ଯାଜପୁର, ସମୟ: ସକାଳ ୭ଟା bbox=[886, 571, 1104, 601]
event-entry: ■ ଶ୍ରୀଜଗନ୍ନାଥଙ୍କ ବାହୁଡ଼ା ଯାତ୍ରା, ସ୍ଥାନ: ପଦ୍ମପୁର, ସମୟ: ଅପରାହ୍ନ ୪ଟା bbox=[450, 707, 656, 737]
event-entry: ■ ଉଦ୍ୟୋଗ ମେଳା, ସ୍ଥାନ: ବ୍ରଜରାଜନଗର, ସମୟ: ପୂର୍ବାହ୍ନ ୧୦ଟା bbox=[886, 150, 1104, 180]
district-heading: ଦେବଗଡ଼ bbox=[668, 352, 741, 376]
zodiac-icon: ♓ bbox=[1126, 2016, 1196, 2086]
magenta-dot bbox=[277, 2326, 289, 2338]
district-heading: ସୁବର୍ଣ୍ଣପୁର bbox=[450, 584, 540, 608]
district-heading: ଖୋର୍ଦ୍ଧା bbox=[8, 461, 76, 485]
story-body: ପ୍ରାଥମିକ ବିଦ୍ୟାଳୟ ପ୍ରଧାନ ଶିକ୍ଷକ ଶଙ୍କରଙ୍କ ପୁଅ ଗୌତମ ସ୍କୁଲକୁ ଆସିବା ବେଳେ ଭାଲୁ ଆକ୍ରମଣ କରିଥିଲା। ଗ୍ରାମବାସୀ ଭାଲୁକୁ ଘଉଡ଼ାଇ ଦେଇଥିଲେ। ଆହତଙ୍କୁ ଡାକ୍ତରଖାନାରେ ଭର୍ତ୍ତି କରାଯାଇଛି। bbox=[566, 1792, 826, 1858]
photo-person-right-head bbox=[961, 1422, 1019, 1484]
events-column-2 bbox=[232, 144, 438, 779]
horoscope-sign bbox=[1120, 554, 1472, 706]
story-headline: ୨୨ରୁ ମାଟ୍ରିକ୍ ସପ୍ଲିମେଣ୍ଟାରୀ... bbox=[8, 1363, 267, 1387]
story-matric-supplementary bbox=[8, 1362, 280, 2302]
almanac-footer: ଆଜି ଜୁଲାଇ ୧୭ ତାରିଖ, ଅର୍ଦ୍ଧରାତ୍ରିର ନ୍ୟାୟ ଦିବସ, ରଥ ଉପରେ ଶ୍ରୀଜଗନ୍ନାଥଙ୍କ ସୁନାବେଶ, ଚାତୁର୍ମାସ୍ୟ ବ୍ରତାରମ୍ଭ, ଶୁକ୍ଳ ପକ୍ଷ ଏକାଦଶୀ ତିଥି, ବିଶାଖା ନକ୍ଷତ୍ର। ଶୁଭ ସମୟ: ପୂର୍ବାହ୍ନ ୯.୪୮ ରୁ ୧୧.୩୦ ମଧ୍ୟରେ। ଅମୃତ ବେଳା: ଦିନ ୨.୦୫ ରୁ ୩.୪୪ ଯାଏଁ। bbox=[1120, 2135, 1472, 2200]
event-entry: ■ ଶ୍ରୀଜଗନ୍ନାଥଙ୍କ ସୁନାବେଶ ଦର୍ଶନ, ସ୍ଥାନ: ନୟାଗଡ଼, ସମୟ: ସନ୍ଧ୍ୟା ୬ଟା bbox=[886, 376, 1104, 406]
zodiac-icon: ♎ bbox=[1126, 1226, 1196, 1296]
story-ratna-bhandar bbox=[292, 1412, 710, 1642]
event-entry: ■ 'ମ' ଉପିସ୍ଥ ନାରିକା ଗୁରୁ ସମାରୋହ, ସ୍ଥାନ: ଭଞ୍ଜକଳା ମଣ୍ଡପ, ସମୟ: ସନ୍ଧ୍ୟା ୬ଟା bbox=[8, 343, 220, 373]
event-entry: ■ ଜୁଟି ପ୍ରଶିକ୍ଷଣ ଶିବିର, ସ୍ଥାନ: ଟିଟିଲାଗଡ଼, ସମୟ: ସକାଳ ୧୦ଟା bbox=[450, 546, 656, 576]
logo-anniversary-label: Years bbox=[66, 56, 88, 65]
district-heading: ନବରଙ୍ଗପୁର bbox=[450, 343, 556, 367]
photo-person-left-head bbox=[804, 1392, 858, 1452]
sign-name: ମୀନ bbox=[1120, 1980, 1204, 2006]
story-body: ଓ ଲୋକେଶନର ଷ୍ଟ୍ରେ ବିଷୟର ନାମ ସମ୍ବନ୍ଧୀୟ ପରୀକ୍ଷାରେ ୫୦ ମାର୍କ ଅବଜେକ୍ଟିଭ୍ ଓ ୫୦ ମାର୍କ ଅବଜେକ୍ଟିଭ୍ ରହିଛି। ଅବଜେକ୍ଟିଭ୍ ପ୍ରଶ୍ନ ଉତ୍ତର ଓଏମଆର ସିଟ୍‌ରେ ଏବଂ ସବଜେକ୍ଟିଭ୍ ପ୍ରଶ୍ନର ଉତ୍ତର ଖାତାରେ ଲେଖିବାକୁ ହେବ। ପରୀକ୍ଷା ଫଳାଫଳ ପ୍ରକାଶ ପରେ ଅକୃତକାର୍ଯ୍ୟ ଛାତ୍ରଛାତ୍ରୀମାନେ ଏଥିରେ ଅଂଶଗ୍ରହଣ କରିପାରିବେ। ପରୀକ୍ଷା ପାଇଁ ପ୍ରବେଶପତ୍ର ସମ୍ପୃକ୍ତ ବିଦ୍ୟାଳୟରୁ ଉପଲବ୍ଧ ହେବ ବୋଲି ବୋର୍ଡ ପକ୍ଷରୁ ସୂଚନା ଦିଆଯାଇଛି। bbox=[8, 1397, 280, 1532]
event-entry: ■ ଦେବୀ ସୁଭଦ୍ରାଙ୍କ ବର୍ଦ୍ଧନେକ ରଥଯାତ୍ରା, ସ୍ଥାନ: କରଞ୍ଜିଆ, ସମୟ: ଅପରାହ୍ନ ୪ଟା bbox=[232, 308, 438, 338]
district-heading: ରାୟଗଡ଼ା bbox=[232, 686, 305, 710]
district-heading: ଯାଜପୁର bbox=[886, 545, 957, 569]
sign-name: କନ୍ୟା bbox=[1120, 1032, 1204, 1058]
color-registration-dots bbox=[700, 2323, 760, 2335]
column-divider bbox=[662, 140, 663, 1338]
events-column-3 bbox=[450, 144, 656, 740]
event-entry: ■ ସ୍ୱାସ୍ଥ୍ୟ ସଚେତନତା ଶିବିର, ସ୍ଥାନ: ଢେଙ୍କାନାଳ, ସମୟ: ସକାଳ ୯ଟା bbox=[886, 214, 1104, 244]
registration-mark bbox=[1370, 2322, 1384, 2336]
event-entry: ■ ଭାରତୀୟ ମଜଦୁର ସଂଘ ପ୍ରତିଷ୍ଠା ଦିବସ ପାଳନ, ସ୍ଥାନ: ବିଶ୍ୱକର୍ମା ଭବନ, ସମୟ: ପୂର୍ବାହ୍ନ ୧୦ଟା bbox=[450, 144, 656, 189]
column-divider bbox=[880, 86, 881, 1338]
sign-separator bbox=[1270, 1490, 1330, 1498]
event-entry: ■ ମା' ମଝିଘରିଆଣୀଙ୍କ ବିଶେଷ ପୂଜା, ସ୍ଥାନ: ରାୟଗଡ଼ା, ସମୟ: ସକାଳ ୮ଟା ୩୦ bbox=[232, 746, 438, 776]
event-entry: ■ କମ୍ପ୍ୟୁଟର ପ୍ରଶିକ୍ଷଣ ପାଠ୍ୟକ୍ରମ ଉଦ୍‌ଘାଟନ, ସ୍ଥାନ: ଭୁଞ୍ଜ ଶିକ୍ଷାଳୟ, ସମୟ: ପୂର୍ବାହ୍ନ ୯ଟା bbox=[8, 535, 220, 580]
horoscope-author: ଜ୍ୟୋତିର୍ବିଦ୍ୟା ବିଶାରଦ ପ୍ରସନ୍ନ କୁମାର ମହାପାତ୍ର bbox=[1187, 181, 1405, 194]
section-title: ରାଜ୍ୟ bbox=[1232, 6, 1382, 70]
event-entry: ■ ଦେଶଭକ୍ତି ସଙ୍ଗୀତ ପ୍ରତିଯୋଗିତା, ସ୍ଥାନ: ଉଦିତ ନଗର, ସମୟ: ଅପରାହ୍ନ ୩ଟା bbox=[668, 250, 874, 280]
